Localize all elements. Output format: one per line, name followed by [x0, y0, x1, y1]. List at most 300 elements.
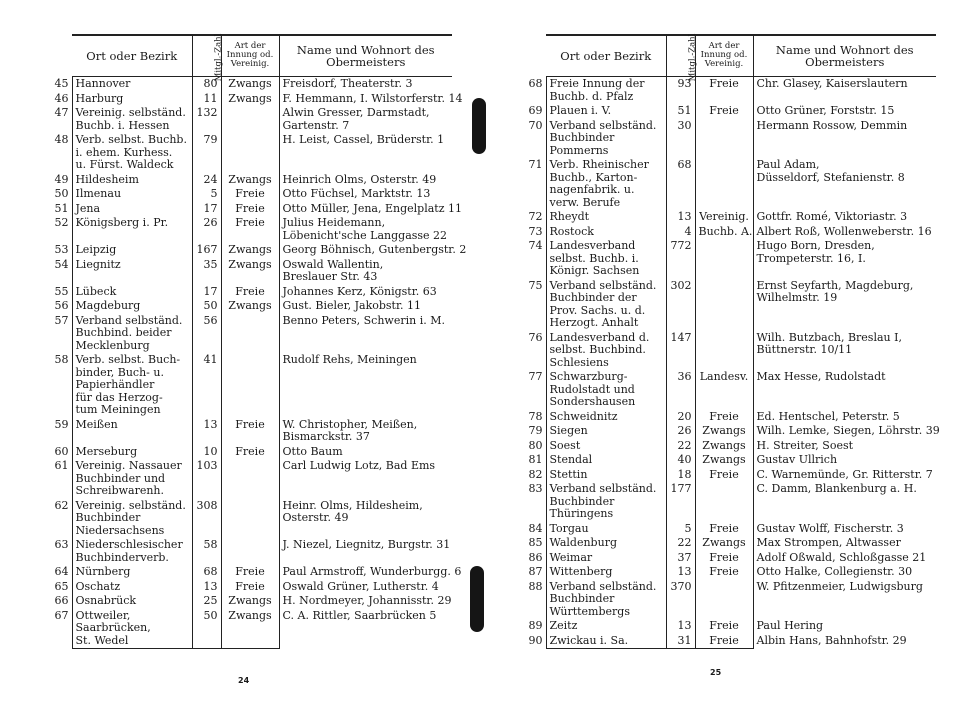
- entry-obermeister: [279, 285, 452, 300]
- entry-art: [695, 158, 753, 210]
- entry-obermeister: [753, 536, 936, 551]
- entry-ort-line: Schreibwarenh.: [75, 484, 165, 497]
- entry-art: [221, 353, 279, 418]
- entry-ort: [72, 594, 192, 609]
- entry-obermeister: [279, 91, 463, 107]
- entry-art: [695, 279, 753, 331]
- entry-obermeister-line: Heinr. Olms, Hildesheim,: [282, 498, 423, 512]
- entry-mitgl-zahl: 13: [666, 210, 695, 225]
- entry-mitgl-zahl: 37: [666, 551, 695, 566]
- entry-obermeister-line: W. Christopher, Meißen,: [282, 417, 418, 431]
- entry-number: 76: [528, 330, 543, 344]
- entry-obermeister: [279, 77, 452, 92]
- entry-obermeister-line: Löbenicht'sche Langgasse 22: [282, 228, 448, 242]
- entry-obermeister: [753, 410, 936, 425]
- entry-ort-line: Schwarzburg-: [549, 370, 628, 383]
- entry-obermeister-line: Gust. Bieler, Jakobstr. 11: [282, 299, 422, 312]
- entry-number: 87: [528, 565, 543, 578]
- entry-number: 64: [54, 565, 69, 578]
- entry-obermeister-line: Wilh. Lemke, Siegen, Löhrstr. 39: [756, 424, 940, 437]
- entry-ort-line: Magdeburg: [75, 299, 141, 312]
- entry-ort: [72, 258, 192, 285]
- entry-ort-line: Liegnitz: [75, 257, 121, 271]
- entry-obermeister: [753, 619, 936, 634]
- entry-ort: [72, 538, 192, 565]
- table-row: [516, 279, 936, 331]
- entry-ort-line: Buchb., Karton-: [549, 170, 638, 184]
- entry-ort-line: Harburg: [75, 91, 124, 105]
- entry-art: Freie: [695, 468, 753, 483]
- entry-ort-line: Landesverband: [549, 239, 636, 252]
- entry-obermeister-line: Johannes Kerz, Königstr. 63: [282, 284, 437, 298]
- entry-mitgl-zahl: 17: [192, 202, 221, 217]
- entry-mitgl-zahl: 80: [192, 77, 221, 92]
- entry-ort-line: Verband selbständ.: [75, 313, 183, 327]
- entry-mitgl-zahl: 103: [192, 459, 221, 499]
- entry-number: 77: [528, 370, 543, 383]
- entry-obermeister: [279, 353, 452, 418]
- header-name: Name und Wohnort des Obermeisters: [279, 35, 452, 77]
- entry-ort-line: Verband selbständ.: [549, 118, 657, 132]
- entry-obermeister: [753, 331, 936, 371]
- entry-mitgl-zahl: 370: [666, 580, 695, 620]
- entry-obermeister: [279, 258, 452, 285]
- entry-ort: [72, 314, 192, 354]
- table-row: [516, 239, 936, 279]
- entry-mitgl-zahl: 10: [192, 445, 221, 460]
- entry-ort-line: Lübeck: [75, 284, 117, 298]
- entry-ort-line: Rostock: [549, 224, 594, 238]
- entry-mitgl-zahl: 13: [192, 580, 221, 595]
- entry-ort-line: St. Wedel: [75, 633, 129, 647]
- entry-mitgl-zahl: 68: [192, 565, 221, 580]
- entry-ort: [72, 187, 192, 202]
- entry-art: Zwangs: [221, 92, 279, 107]
- entry-ort-line: Stendal: [549, 453, 593, 466]
- entry-ort: [546, 158, 666, 210]
- entry-obermeister: [753, 482, 936, 522]
- entry-mitgl-zahl: 132: [192, 106, 221, 133]
- entry-ort: [72, 499, 192, 539]
- entry-art: [221, 106, 279, 133]
- entry-ort: [546, 410, 666, 425]
- entry-ort-line: tum Meiningen: [75, 403, 161, 416]
- entry-mitgl-zahl: 13: [666, 619, 695, 634]
- entry-mitgl-zahl: 41: [192, 353, 221, 418]
- entry-ort: [546, 279, 666, 331]
- entry-ort: [72, 580, 192, 595]
- entry-art: [221, 314, 279, 354]
- entry-number: 73: [528, 224, 543, 238]
- table-row: [516, 210, 936, 225]
- table-row: [42, 202, 452, 217]
- table-row: [516, 225, 936, 240]
- entry-obermeister-line: Rudolf Rehs, Meiningen: [282, 353, 417, 366]
- entry-number: 83: [528, 482, 543, 495]
- entry-art: Freie: [695, 565, 753, 580]
- table-row: [42, 314, 452, 354]
- entry-number: 75: [528, 278, 543, 292]
- entry-ort-line: Hildesheim: [75, 172, 139, 186]
- entry-mitgl-zahl: 26: [192, 216, 221, 243]
- entry-ort-line: Buchbinder: [75, 511, 141, 524]
- entry-obermeister: [279, 133, 452, 173]
- right-page: [480, 0, 960, 720]
- entry-obermeister: [753, 239, 936, 279]
- entry-mitgl-zahl: 30: [666, 119, 695, 159]
- entry-ort: [72, 353, 192, 418]
- entry-obermeister-line: Albert Roß, Wollenweberstr. 16: [756, 224, 932, 238]
- table-row: [42, 106, 452, 133]
- entry-obermeister: [753, 439, 936, 454]
- entry-obermeister: [279, 609, 452, 649]
- entry-ort-line: selbst. Buchbind.: [549, 343, 646, 356]
- entry-obermeister-line: Otto Halke, Collegienstr. 30: [756, 565, 913, 578]
- table-row: [42, 187, 452, 202]
- entry-ort: [72, 418, 192, 445]
- entry-obermeister: [279, 499, 452, 539]
- entry-art: Freie: [695, 619, 753, 634]
- table-row: [516, 410, 936, 425]
- entry-number: 85: [528, 536, 543, 549]
- table-row: [42, 299, 452, 314]
- entry-ort-line: Niederschlesischer: [75, 538, 183, 551]
- entry-obermeister-line: Düsseldorf, Stefanienstr. 8: [756, 170, 905, 184]
- entry-ort-line: Prov. Sachs. u. d.: [549, 303, 646, 317]
- entry-ort: [72, 285, 192, 300]
- entry-mitgl-zahl: 5: [192, 187, 221, 202]
- table-row: [516, 77, 936, 105]
- entry-art: [221, 499, 279, 539]
- header-ort: Ort oder Bezirk: [72, 35, 192, 77]
- entry-ort-line: Königr. Sachsen: [549, 264, 640, 277]
- table-row: [42, 77, 452, 92]
- entry-number: 82: [528, 467, 543, 481]
- entry-mitgl-zahl: 17: [192, 285, 221, 300]
- entry-ort: [546, 331, 666, 371]
- entry-ort-line: Mecklenburg: [75, 338, 150, 352]
- entry-ort-line: Rudolstadt und: [549, 382, 635, 396]
- entry-obermeister: [279, 594, 452, 609]
- entry-mitgl-zahl: 13: [192, 418, 221, 445]
- header-ort: Ort oder Bezirk: [546, 35, 666, 77]
- entry-ort: [72, 459, 192, 499]
- entry-obermeister: [279, 565, 462, 580]
- entry-ort-line: Siegen: [549, 424, 588, 437]
- entry-mitgl-zahl: 5: [666, 522, 695, 537]
- entry-mitgl-zahl: 93: [666, 77, 695, 105]
- entry-ort: [72, 92, 192, 107]
- header-art: Art der Innung od. Vereinig.: [221, 35, 279, 77]
- entry-number: 88: [528, 579, 543, 593]
- entry-ort-line: Buchbind. beider: [75, 326, 172, 339]
- entry-mitgl-zahl: 50: [192, 609, 221, 649]
- entry-mitgl-zahl: 20: [666, 410, 695, 425]
- entry-obermeister: [753, 453, 936, 468]
- entry-ort-line: Meißen: [75, 417, 118, 431]
- entry-ort-line: Ottweiler,: [75, 608, 131, 622]
- entry-ort: [546, 634, 666, 649]
- table-row: [516, 536, 936, 551]
- entry-ort: [546, 104, 666, 119]
- entry-ort-line: Weimar: [549, 550, 593, 564]
- entry-ort-line: Wittenberg: [549, 565, 613, 578]
- table-row: [516, 370, 936, 410]
- entry-obermeister-line: H. Leist, Cassel, Brüderstr. 1: [282, 133, 445, 146]
- entry-number: 52: [54, 216, 69, 229]
- table-row: [42, 173, 452, 188]
- entry-ort-line: Merseburg: [75, 444, 138, 458]
- entry-obermeister-line: Max Hesse, Rudolstadt: [756, 370, 886, 383]
- entry-ort-line: u. Fürst. Waldeck: [75, 158, 174, 171]
- entry-ort-line: Niedersachsens: [75, 523, 165, 537]
- entry-art: Vereinig.: [695, 210, 753, 225]
- entry-number: 50: [54, 187, 69, 200]
- entry-ort-line: Verband selbständ.: [549, 278, 657, 292]
- entry-number: 57: [54, 313, 69, 327]
- entry-ort-line: binder, Buch- u.: [75, 365, 164, 379]
- entry-mitgl-zahl: 40: [666, 453, 695, 468]
- entry-art: Freie: [695, 104, 753, 119]
- entry-mitgl-zahl: 24: [192, 173, 221, 188]
- entry-number: 62: [54, 498, 69, 512]
- entry-ort-line: Ilmenau: [75, 187, 122, 200]
- entry-ort: [546, 210, 666, 225]
- table-row: [42, 580, 452, 595]
- entry-number: 60: [54, 444, 69, 458]
- table-row: [42, 538, 452, 565]
- entry-art: Zwangs: [221, 594, 279, 609]
- entry-mitgl-zahl: 56: [192, 314, 221, 354]
- table-row: [42, 418, 452, 445]
- entry-obermeister: [753, 424, 940, 439]
- entry-mitgl-zahl: 302: [666, 279, 695, 331]
- entry-ort-line: Verb. selbst. Buch-: [75, 353, 181, 366]
- entry-ort-line: Torgau: [549, 521, 589, 535]
- entry-ort: [72, 609, 192, 649]
- entry-obermeister-line: J. Niezel, Liegnitz, Burgstr. 31: [282, 538, 451, 551]
- entry-art: Zwangs: [695, 453, 753, 468]
- entry-art: [695, 580, 753, 620]
- entry-art: Landesv.: [695, 370, 753, 410]
- entry-art: Zwangs: [221, 243, 279, 258]
- entry-number: 48: [54, 133, 69, 146]
- entry-ort-line: Verb. selbst. Buchb.: [75, 133, 187, 146]
- entry-ort-line: Waldenburg: [549, 536, 617, 549]
- entry-ort-line: Vereinig. Nassauer: [75, 459, 182, 472]
- entry-obermeister-line: H. Streiter, Soest: [756, 438, 854, 452]
- entry-number: 74: [528, 239, 543, 252]
- entry-number: 61: [54, 459, 69, 472]
- table-row: [516, 468, 936, 483]
- entry-number: 66: [54, 594, 69, 607]
- entry-obermeister: [279, 459, 452, 499]
- table-row: [516, 551, 936, 566]
- entry-ort: [72, 445, 192, 460]
- entry-obermeister: [753, 210, 936, 225]
- entry-ort-line: Herzogt. Anhalt: [549, 316, 639, 329]
- table-body-left: [42, 76, 467, 649]
- entry-art: [695, 331, 753, 371]
- entry-ort: [546, 225, 666, 240]
- table-header: [516, 35, 936, 77]
- register-table-right: [516, 33, 940, 649]
- entry-art: Freie: [221, 418, 279, 445]
- entry-obermeister-line: Paul Adam,: [756, 158, 820, 171]
- entry-ort-line: Freie Innung der: [549, 77, 645, 90]
- table-row: [516, 522, 936, 537]
- register-table-left: [42, 33, 467, 649]
- table-row: [516, 482, 936, 522]
- table-row: [516, 565, 936, 580]
- entry-ort-line: Schlesiens: [549, 355, 609, 369]
- table-row: [516, 158, 936, 210]
- entry-art: Freie: [695, 410, 753, 425]
- entry-obermeister-line: Chr. Glasey, Kaiserslautern: [756, 77, 908, 90]
- entry-ort-line: Buchbinder der: [549, 291, 637, 304]
- entry-mitgl-zahl: 35: [192, 258, 221, 285]
- entry-obermeister-line: Julius Heidemann,: [282, 216, 386, 229]
- table-row: [42, 459, 452, 499]
- entry-number: 54: [54, 257, 69, 271]
- entry-number: 49: [54, 172, 69, 186]
- entry-art: [695, 119, 753, 159]
- entry-obermeister: [753, 279, 936, 331]
- table-row: [42, 565, 452, 580]
- entry-obermeister-line: Freisdorf, Theaterstr. 3: [282, 77, 413, 90]
- entry-mitgl-zahl: 22: [666, 536, 695, 551]
- entry-ort-line: Zeitz: [549, 619, 578, 632]
- entry-art: Freie: [221, 216, 279, 243]
- entry-mitgl-zahl: 4: [666, 225, 695, 240]
- entry-ort: [72, 173, 192, 188]
- entry-obermeister: [279, 580, 452, 595]
- table-row: [42, 133, 452, 173]
- entry-obermeister: [753, 119, 936, 159]
- entry-ort-line: Jena: [75, 201, 101, 215]
- entry-mitgl-zahl: 772: [666, 239, 695, 279]
- entry-number: 47: [54, 106, 69, 119]
- entry-ort-line: Buchbinderverb.: [75, 550, 169, 564]
- entry-art: Freie: [221, 565, 279, 580]
- entry-mitgl-zahl: 18: [666, 468, 695, 483]
- entry-ort-line: Papierhändler: [75, 378, 155, 391]
- entry-obermeister-line: Heinrich Olms, Osterstr. 49: [282, 172, 437, 186]
- entry-obermeister-line: Ed. Hentschel, Peterstr. 5: [756, 409, 900, 423]
- entry-number: 53: [54, 243, 69, 256]
- entry-art: Freie: [221, 445, 279, 460]
- entry-obermeister: [279, 538, 452, 565]
- entry-mitgl-zahl: 58: [192, 538, 221, 565]
- table-row: [516, 424, 936, 439]
- entry-ort-line: verw. Berufe: [549, 195, 621, 209]
- entry-ort-line: Württembergs: [549, 604, 630, 618]
- entry-obermeister-line: Hermann Rossow, Demmin: [756, 118, 908, 132]
- entry-number: 90: [528, 633, 543, 647]
- entry-mitgl-zahl: 177: [666, 482, 695, 522]
- entry-art: Freie: [695, 522, 753, 537]
- entry-obermeister: [753, 158, 936, 210]
- entry-ort-line: selbst. Buchb. i.: [549, 251, 639, 265]
- table-row: [516, 580, 936, 620]
- table-row: [516, 439, 936, 454]
- entry-ort-line: Pommerns: [549, 143, 609, 157]
- entry-obermeister-line: Otto Müller, Jena, Engelplatz 11: [282, 201, 462, 215]
- entry-obermeister: [279, 216, 452, 243]
- entry-obermeister: [279, 173, 452, 188]
- entry-ort-line: Buchbinder und: [75, 471, 166, 485]
- entry-mitgl-zahl: 11: [192, 92, 221, 107]
- entry-ort: [72, 77, 192, 92]
- entry-number: 84: [528, 521, 543, 535]
- entry-ort: [72, 133, 192, 173]
- table-row: [42, 285, 452, 300]
- table-row: [42, 594, 452, 609]
- entry-ort-line: Osnabrück: [75, 594, 137, 607]
- entry-obermeister-line: C. Warnemünde, Gr. Ritterstr. 7: [756, 467, 933, 481]
- entry-ort: [72, 243, 192, 258]
- entry-art: [695, 482, 753, 522]
- entry-ort: [72, 106, 192, 133]
- entry-ort-line: Vereinig. selbständ.: [75, 498, 186, 512]
- entry-ort-line: für das Herzog-: [75, 390, 163, 404]
- entry-obermeister: [753, 104, 936, 119]
- entry-obermeister-line: F. Hemmann, I. Wilstorferstr. 14: [282, 91, 463, 105]
- entry-obermeister-line: Gartenstr. 7: [282, 118, 350, 132]
- entry-number: 78: [528, 409, 543, 423]
- entry-ort-line: Hannover: [75, 77, 131, 90]
- entry-number: 56: [54, 299, 69, 312]
- entry-obermeister-line: C. A. Rittler, Saarbrücken 5: [282, 608, 437, 622]
- table-row: [42, 216, 452, 243]
- entry-art: Zwangs: [695, 536, 753, 551]
- table-row: [516, 104, 936, 119]
- entry-number: 51: [54, 201, 69, 215]
- entry-ort-line: Buchbinder: [549, 494, 615, 508]
- entry-obermeister: [279, 445, 452, 460]
- entry-obermeister-line: Gustav Wolff, Fischerstr. 3: [756, 521, 904, 535]
- entry-mitgl-zahl: 13: [666, 565, 695, 580]
- entry-obermeister-line: H. Nordmeyer, Johannisstr. 29: [282, 594, 452, 607]
- entry-ort-line: Stettin: [549, 467, 588, 481]
- entry-ort-line: Vereinig. selbständ.: [75, 106, 186, 119]
- entry-art: Freie: [221, 202, 279, 217]
- entry-ort-line: Königsberg i. Pr.: [75, 216, 169, 229]
- entry-ort-line: Buchbinder: [549, 131, 615, 144]
- entry-art: Zwangs: [695, 439, 753, 454]
- entry-obermeister: [753, 634, 936, 649]
- entry-ort: [546, 439, 666, 454]
- entry-number: 65: [54, 579, 69, 593]
- entry-obermeister-line: Otto Baum: [282, 444, 343, 458]
- entry-ort: [546, 370, 666, 410]
- entry-ort: [546, 453, 666, 468]
- entry-number: 45: [54, 76, 69, 90]
- entry-mitgl-zahl: 308: [192, 499, 221, 539]
- entry-art: Freie: [695, 634, 753, 649]
- entry-ort-line: Buchbinder: [549, 592, 615, 605]
- entry-art: Zwangs: [221, 609, 279, 649]
- table-header: [42, 35, 452, 77]
- entry-number: 58: [54, 353, 69, 366]
- table-row: [42, 353, 452, 418]
- entry-ort: [546, 580, 666, 620]
- entry-ort: [546, 536, 666, 551]
- entry-obermeister: [279, 299, 452, 314]
- entry-mitgl-zahl: 22: [666, 439, 695, 454]
- entry-ort: [546, 424, 666, 439]
- table-row: [42, 609, 452, 649]
